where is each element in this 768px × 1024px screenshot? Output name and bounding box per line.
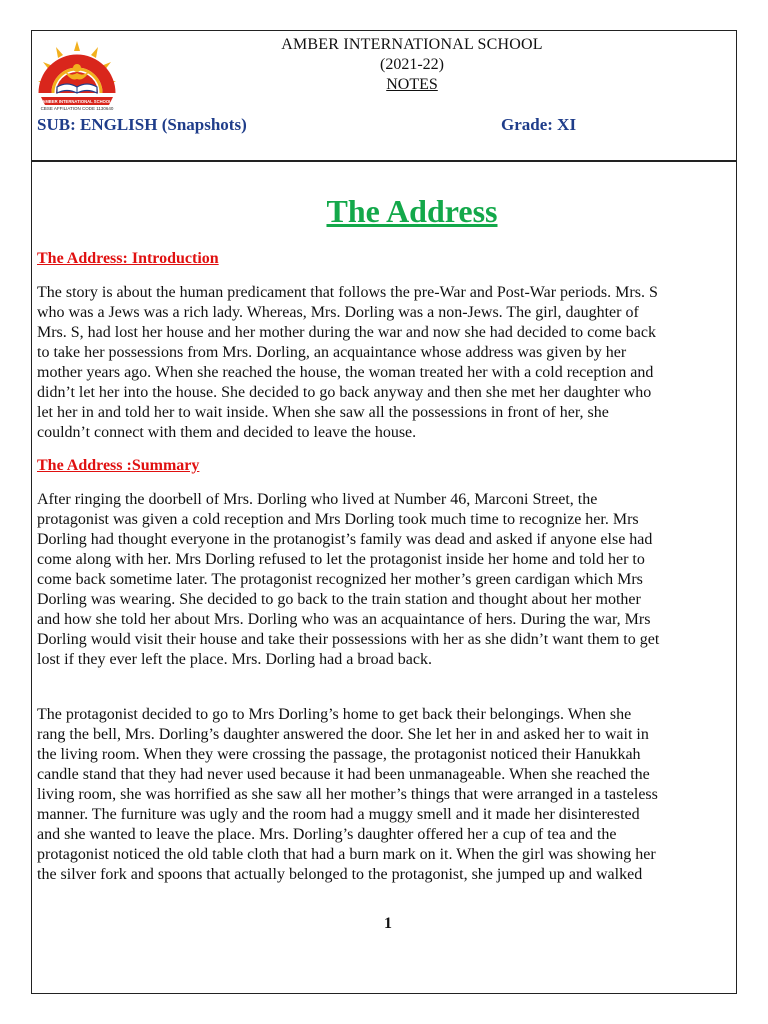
text-line: The protagonist decided to go to Mrs Dorling’s home to get back their belongings. When she [37,706,632,723]
section-body-continued [37,705,737,885]
text-line: Dorling would visit their house and take their possessions with her as she didn’t want them to get [37,631,660,648]
document-page [31,30,737,994]
text-line: the silver fork and spoons that actually belonged to the protagonist, she jumped up and walked [37,866,643,883]
section-heading-summary: The Address :Summary [37,457,200,474]
section-body-summary [37,490,737,670]
school-name: AMBER INTERNATIONAL SCHOOL [281,36,543,53]
section-body-introduction [37,283,737,443]
text-line: Dorling was wearing. She decided to go back to the train station and thought about her mother [37,591,641,608]
page-title: The Address [326,193,498,229]
section-heading-introduction: The Address: Introduction [37,250,219,267]
text-line: manner. The furniture was ugly and the room had a muggy smell and it made her disinterested [37,806,640,823]
text-line: come back sometime later. The protagonist recognized her mother’s green cardigan which Mrs [37,571,643,588]
text-line: who was a Jews was a rich lady. Whereas, Mrs. Dorling was a non-Jews. The girl, daughter of [37,304,639,321]
text-line: didn’t let her into the house. She decided to go back anyway and then she met her daughter who [37,384,652,401]
text-line: Mrs. S, had lost her house and her mother during the war and now she had decided to come back [37,324,656,341]
logo-text: AMBER INTERNATIONAL SCHOOL [42,99,112,104]
text-line: and she wanted to leave the place. Mrs. Dorling’s daughter offered her a cup of tea and the [37,826,617,843]
academic-year: (2021-22) [380,56,444,73]
text-line: couldn’t connect with them and decided to leave the house. [37,424,417,441]
text-line: protagonist was given a cold reception and Mrs Dorling took much time to recognize her. Mrs [37,511,639,528]
text-line: protagonist noticed the old table cloth that had a burn mark on it. When the girl was showing her [37,846,656,863]
text-line: come along with her. Mrs Dorling refused to let the protagonist inside her home and told her to [37,551,645,568]
grade-label: Grade: XI [501,115,577,134]
notes-label: NOTES [386,76,438,93]
text-line: mother years ago. When she reached the house, the woman treated her with a cold reception and [37,364,654,381]
header-divider [32,160,736,162]
logo-affiliation: CBSE AFFILIATION CODE 1130640 [40,106,114,111]
text-line: living room, she was horrified as she saw all her mother’s things that were arranged in a tasteless [37,786,658,803]
text-line: The story is about the human predicament that follows the pre-War and Post-War periods. Mrs. S [37,284,658,301]
text-line: candle stand that they had never used because it had been unmanageable. When she reached the [37,766,650,783]
text-line: to take her possessions from Mrs. Dorling, an acquaintance whose address was given by her [37,344,627,361]
document-header [32,31,736,161]
text-line: the living room. When they were crossing the passage, the protagonist noticed their Hanukkah [37,746,641,763]
page-number: 1 [384,915,392,932]
text-line: and how she told her about Mrs. Dorling who was an acquaintance of hers. During the war, Mrs [37,611,651,628]
text-line: After ringing the doorbell of Mrs. Dorling who lived at Number 46, Marconi Street, the [37,491,598,508]
text-line: let her in and told her to wait inside. When she saw all the possessions in front of her, she [37,404,609,421]
subject-label: SUB: ENGLISH (Snapshots) [37,115,247,134]
text-line: Dorling had thought everyone in the protanogist’s family was dead and asked if anyone else had [37,531,653,548]
text-line: lost if they ever left the place. Mrs. Dorling had a broad back. [37,651,432,668]
text-line: rang the bell, Mrs. Dorling’s daughter answered the door. She let her in and asked her to wait in [37,726,649,743]
